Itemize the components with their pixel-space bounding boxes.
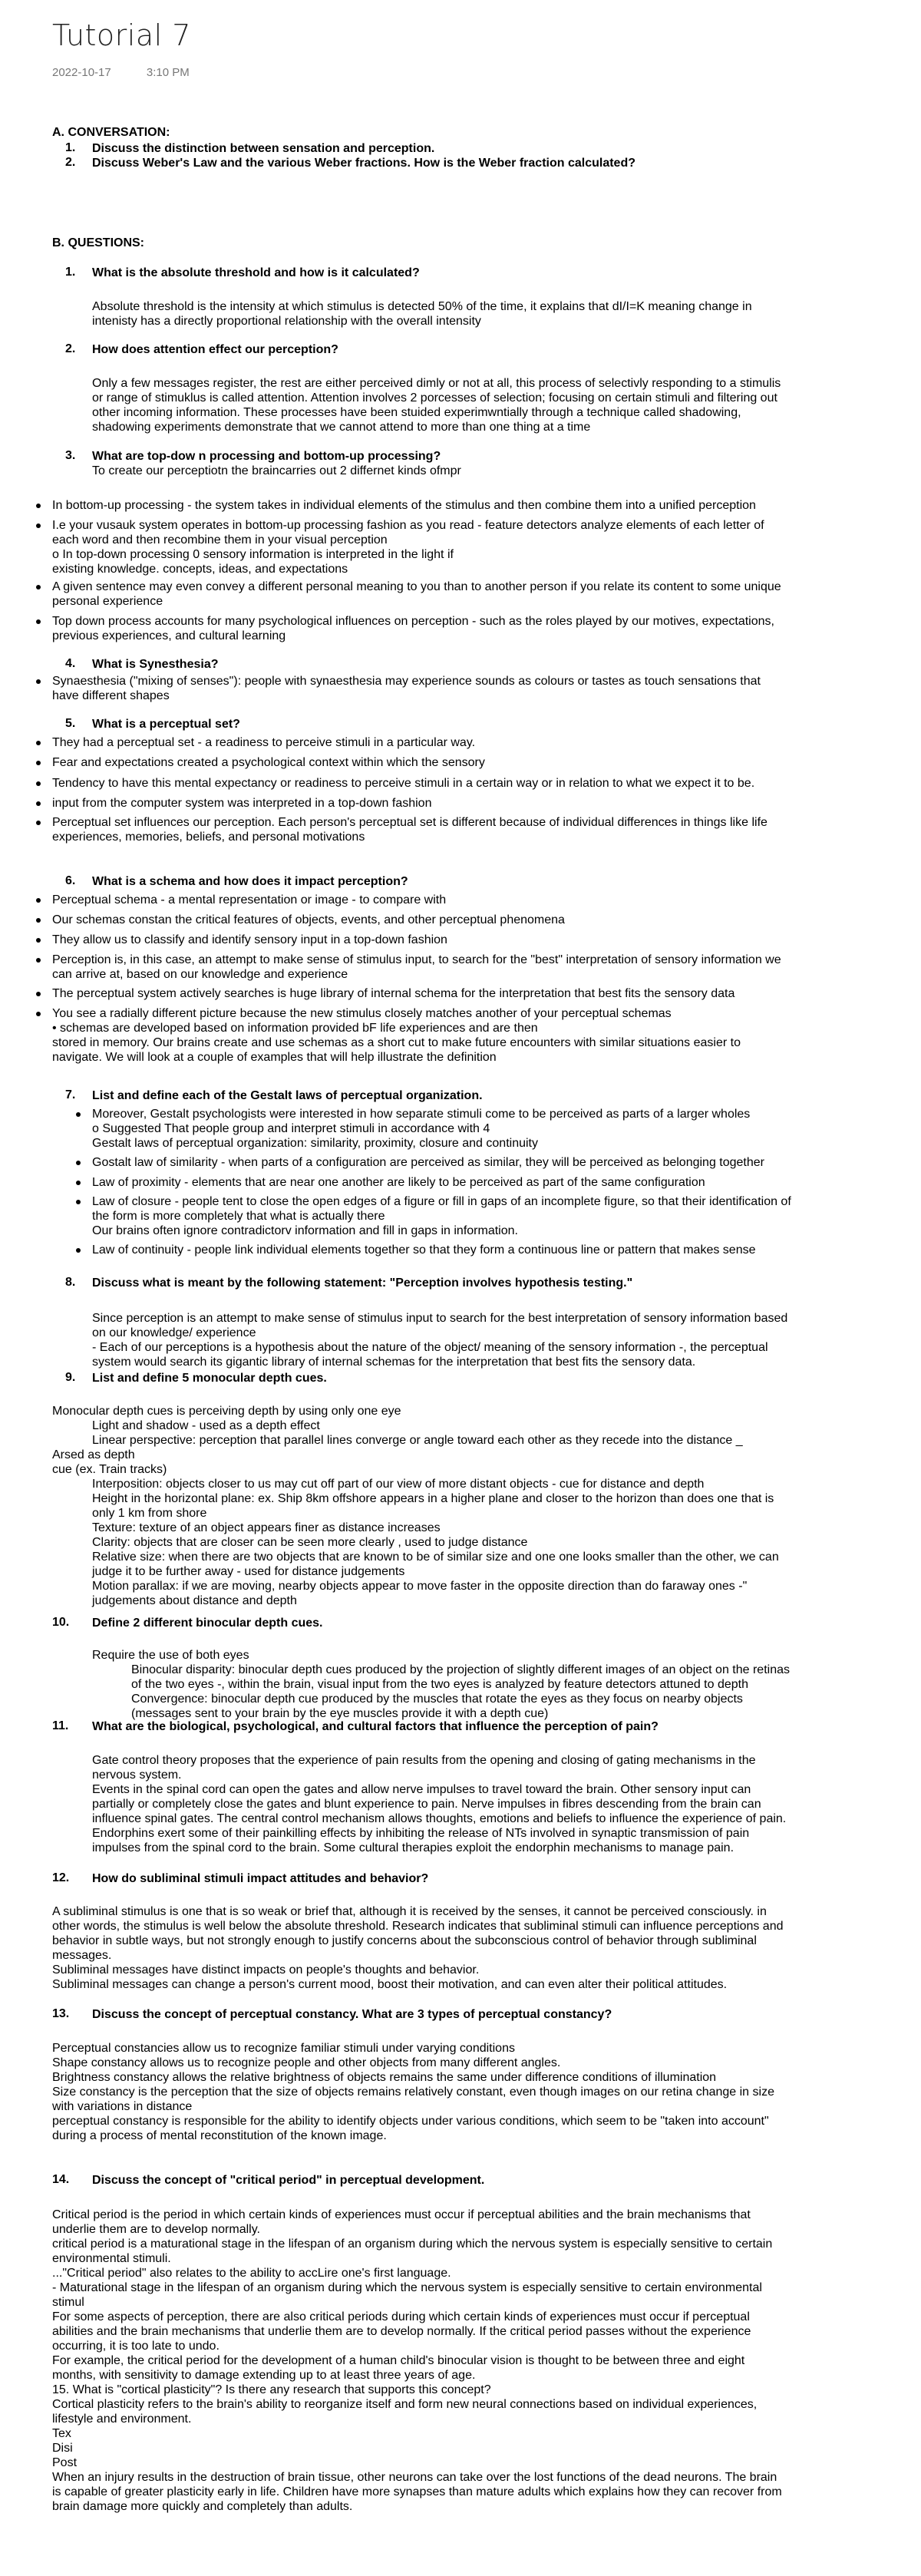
list-item: The perceptual system actively searches is huge library of internal schema for the interpretation that best fits the sensory data <box>52 987 735 1000</box>
q9-line: Arsed as depth <box>52 1448 135 1461</box>
q9-line: judgements about distance and depth <box>92 1594 297 1607</box>
list-item: Tendency to have this mental expectancy or readiness to perceive stimuli in a certain way or in relation to what we expect it to be. <box>52 777 755 790</box>
list-item: They allow us to classify and identify sensory input in a top-down fashion <box>52 933 447 946</box>
list-item: In bottom-up processing - the system takes in individual elements of the stimulus and then combine them into a unified perception <box>52 499 756 512</box>
q9-line: Texture: texture of an object appears finer as distance increases <box>92 1521 441 1534</box>
section-a-num-2: 2. <box>65 156 76 169</box>
section-a-item-2: Discuss Weber's Law and the various Weber fractions. How is the Weber fraction calculated? <box>92 157 635 170</box>
q9-num: 9. <box>65 1371 76 1384</box>
q9-line: Height in the horizontal plane: ex. Ship 8km offshore appears in a higher plane and closer to the horizon than does one that is <box>92 1492 774 1505</box>
q2-answer: Only a few messages register, the rest are either perceived dimly or not at all, this process of selectivly responding to a stimulis or range of stimuklus is called attention. Attention involves 2 porcesses of selection; focusing on certain stimuli and filtering out other incoming information. These processes have been stuided experimwntially through a technique called shadowing, shadowing experiments demonstrate that we cannot attend to more than one thing at a time <box>92 377 781 434</box>
q9-line: judge it to be further away - used for distance judgements <box>92 1565 405 1578</box>
q3-num: 3. <box>65 449 76 462</box>
q9-line: Motion parallax: if we are moving, nearby objects appear to move faster in the opposite direction than do faraway ones -" <box>92 1580 748 1593</box>
list-item: Synaesthesia ("mixing of senses"): people with synaesthesia may experience sounds as colours or tastes as touch sensations that have different shapes <box>52 675 761 702</box>
q4-question: What is Synesthesia? <box>92 658 219 671</box>
q9-line: cue (ex. Train tracks) <box>52 1463 167 1476</box>
list-item: They had a perceptual set - a readiness to perceive stimuli in a particular way. <box>52 736 476 749</box>
q5-num: 5. <box>65 717 76 730</box>
q10-question: Define 2 different binocular depth cues. <box>92 1617 323 1630</box>
q14-question: Discuss the concept of "critical period" in perceptual development. <box>92 2174 485 2187</box>
list-item: I.e your vusauk system operates in bottom-up processing fashion as you read - feature detectors analyze elements of each letter of each word and then recombine them in your visual perception o In top-down processing 0 sensory information is interpreted in the light if existing knowledge. concepts, ideas, and expectations <box>52 519 764 576</box>
q1-num: 1. <box>65 266 76 279</box>
q6-num: 6. <box>65 874 76 887</box>
q9-line: only 1 km from shore <box>92 1507 207 1520</box>
q2-question: How does attention effect our perception? <box>92 343 338 356</box>
q9-line: Monocular depth cues is perceiving depth by using only one eye <box>52 1405 401 1418</box>
list-item: Perception is, in this case, an attempt to make sense of stimulus input, to search for the "best" interpretation of sensory information we can arrive at, based on our knowledge and experience <box>52 953 781 981</box>
list-item: Moreover, Gestalt psychologists were interested in how separate stimuli come to be perceived as parts of a larger wholes o Suggested That people group and interpret stimuli in accordance with 4 Gestalt laws of perceptual organization: similarity, proximity, closure and continuity <box>92 1108 751 1150</box>
q8-question: Discuss what is meant by the following statement: "Perception involves hypothesis testing." <box>92 1276 633 1290</box>
list-item: Gostalt law of similarity - when parts of a configuration are perceived as similar, they will be perceived as belonging together <box>92 1156 764 1169</box>
q3-question: What are top-dow n processing and bottom-up processing? <box>92 450 441 463</box>
q4-num: 4. <box>65 657 76 670</box>
list-item: Perceptual schema - a mental representation or image - to compare with <box>52 893 447 907</box>
q8-answer: Since perception is an attempt to make sense of stimulus input to search for the best interpretation of sensory information based on our knowledge/ experience - Each of our perceptions is a hypothesis about the nature of the object/ meaning of the sensory information -, the perceptual system would search its gigantic library of internal schemas for the interpretation that best fits the sensory data. <box>92 1312 788 1369</box>
section-a-num-1: 1. <box>65 141 76 154</box>
q9-line: Linear perspective: perception that parallel lines converge or angle toward each other as they recede into the distance _ <box>92 1434 743 1447</box>
q9-line: Clarity: objects that are closer can be seen more clearly , used to judge distance <box>92 1536 528 1549</box>
q10-intro: Require the use of both eyes <box>92 1649 249 1662</box>
q12-answer: A subliminal stimulus is one that is so weak or brief that, although it is received by the senses, it cannot be perceived consciously. in other words, the stimulus is well below the absolute threshold. Research indicates that subliminal stimuli can influence perceptions and behavior in subtle ways, but not strongly enough to justify concerns about the subconscious control of behavior through subliminal messages. Subliminal messages have distinct impacts on people's thoughts and behavior. Subliminal messages can change a person's current mood, boost their motivation, and can even alter their political attitudes. <box>52 1905 784 1991</box>
q13-question: Discuss the concept of perceptual constancy. What are 3 types of perceptual constancy? <box>92 2008 612 2021</box>
q12-question: How do subliminal stimuli impact attitudes and behavior? <box>92 1872 429 1885</box>
q10-answer: Binocular disparity: binocular depth cues produced by the projection of slightly different images of an object on the retinas of the two eyes -, within the brain, visual input from the two eyes is analyzed by feature detectors attuned to depth Convergence: binocular depth cue produced by the muscles that rotate the eyes as they focus on nearby objects (messages sent to your brain by the eye muscles provide it with a depth cue) <box>131 1663 790 1720</box>
q14-num: 14. <box>52 2173 70 2186</box>
list-item: input from the computer system was interpreted in a top-down fashion <box>52 797 432 810</box>
q13-answer: Perceptual constancies allow us to recognize familiar stimuli under varying conditions Shape constancy allows us to recognize people and other objects from many different angles. Brightness constancy allows the relative brightness of objects remains the same under difference conditions of illumination Size constancy is the perception that the size of objects remains relatively constant, even though images on our retina change in size with variations in distance perceptual constancy is responsible for the ability to identify objects under various conditions, which seem to be "taken into account" during a process of mental reconstitution of the known image. <box>52 2042 774 2142</box>
q11-answer: Gate control theory proposes that the experience of pain results from the opening and closing of gating mechanisms in the nervous system. Events in the spinal cord can open the gates and allow nerve impulses to travel toward the brain. Other sensory input can partially or completely close the gates and blunt experience to pain. Nerve impulses in fibres descending from the brain can influence spinal gates. The central control mechanism allows thoughts, emotions and beliefs to influence the experience of pain. Endorphins exert some of their painkilling effects by inhibiting the release of NTs involved in synaptic transmission of pain impulses from the spinal cord to the brain. Some cultural therapies exploit the endorphin mechanisms to manage pain. <box>92 1754 787 1854</box>
note-time: 3:10 PM <box>146 66 190 79</box>
list-item: Our schemas constan the critical features of objects, events, and other perceptual phenomena <box>52 913 565 926</box>
list-item: Law of closure - people tent to close the open edges of a figure or fill in gaps of an incomplete figure, so that their identification of the form is more completely that what is actually there Our brains often ignore contradictorv information and fill in gaps in information. <box>92 1195 791 1237</box>
q2-num: 2. <box>65 342 76 355</box>
q12-num: 12. <box>52 1871 70 1884</box>
q9-line: Light and shadow - used as a depth effect <box>92 1419 320 1432</box>
q9-line: Interposition: objects closer to us may cut off part of our view of more distant objects - cue for distance and depth <box>92 1478 705 1491</box>
section-a-title: A. CONVERSATION: <box>52 126 170 139</box>
list-item: Perceptual set influences our perception. Each person's perceptual set is different because of individual differences in things like life experiences, memories, beliefs, and personal motivations <box>52 816 768 844</box>
list-item: Fear and expectations created a psychological context within which the sensory <box>52 756 485 769</box>
q3-intro: To create our perceptiotn the braincarries out 2 differnet kinds ofmpr <box>92 464 461 477</box>
q9-line: Relative size: when there are two objects that are known to be of similar size and one one looks smaller than the other, we can <box>92 1551 779 1564</box>
q7-num: 7. <box>65 1088 76 1101</box>
q8-num: 8. <box>65 1276 76 1289</box>
q1-question: What is the absolute threshold and how is it calculated? <box>92 266 420 279</box>
q6-question: What is a schema and how does it impact perception? <box>92 875 408 888</box>
q10-num: 10. <box>52 1616 70 1629</box>
note-date: 2022-10-17 <box>52 66 111 79</box>
section-b-title: B. QUESTIONS: <box>52 236 145 249</box>
q5-question: What is a perceptual set? <box>92 718 240 731</box>
q14-answer: Critical period is the period in which certain kinds of experiences must occur if perceptual abilities and the brain mechanisms that underlie them are to develop normally. critical period is a maturational stage in the lifespan of an organism during which the nervous system is especially sensitive to certain environmental stimuli. ..."Critical period" also relates to the ability to accLire one's first language. - Maturational stage in the lifespan of an organism during which the nervous system is especially sensitive to certain environmental stimul For some aspects of perception, there are also critical periods during which certain kinds of experiences must occur if perceptual abilities and the brain mechanisms that underlie them are to develop normally. If the critical period passes without the experience occurring, it is too late to undo. For example, the critical period for the development of a human child's binocular vision is thought to be between three and eight months, with sensitivity to damage extending up to at least three years of age. 15. What is "cortical plasticity"? Is there any research that supports this concept? Cortical plasticity refers to the brain's ability to reorganize itself and form new neural connections based on individual experiences, lifestyle and environment. Tex Disi Post When an injury results in the destruction of brain tissue, other neurons can take over the lost functions of the dead neurons. The brain is capable of greater plasticity early in life. Children have more synapses than mature adults which explains how they can recover from brain damage more quickly and completely than adults. <box>52 2208 782 2513</box>
q1-answer: Absolute threshold is the intensity at which stimulus is detected 50% of the time, it explains that dI/I=K meaning change in intenisty has a directly proportional relationship with the overall intensity <box>92 300 752 328</box>
note-meta <box>52 66 222 79</box>
q11-num: 11. <box>52 1719 69 1732</box>
list-item: Law of proximity - elements that are near one another are likely to be perceived as part of the same configuration <box>92 1176 705 1189</box>
section-a-item-1: Discuss the distinction between sensation and perception. <box>92 142 435 155</box>
q9-question: List and define 5 monocular depth cues. <box>92 1372 327 1385</box>
q13-num: 13. <box>52 2007 70 2020</box>
q7-question: List and define each of the Gestalt laws of perceptual organization. <box>92 1089 483 1102</box>
list-item: Law of continuity - people link individual elements together so that they form a continuous line or pattern that makes sense <box>92 1243 756 1257</box>
list-item: A given sentence may even convey a different personal meaning to you than to another person if you relate its content to some unique personal experience <box>52 580 781 608</box>
note-title: Tutorial 7 <box>52 18 191 52</box>
list-item: You see a radially different picture because the new stimulus closely matches another of your perceptual schemas • schemas are developed based on information provided bF life experiences and are then stored in memory. Our brains create and use schemas as a short cut to make future encounters with similar situations easier to navigate. We will look at a couple of examples that will help illustrate the definition <box>52 1007 741 1064</box>
list-item: Top down process accounts for many psychological influences on perception - such as the roles played by our motives, expectations, previous experiences, and cultural learning <box>52 615 774 642</box>
q11-question: What are the biological, psychological, and cultural factors that influence the perception of pain? <box>92 1720 659 1733</box>
